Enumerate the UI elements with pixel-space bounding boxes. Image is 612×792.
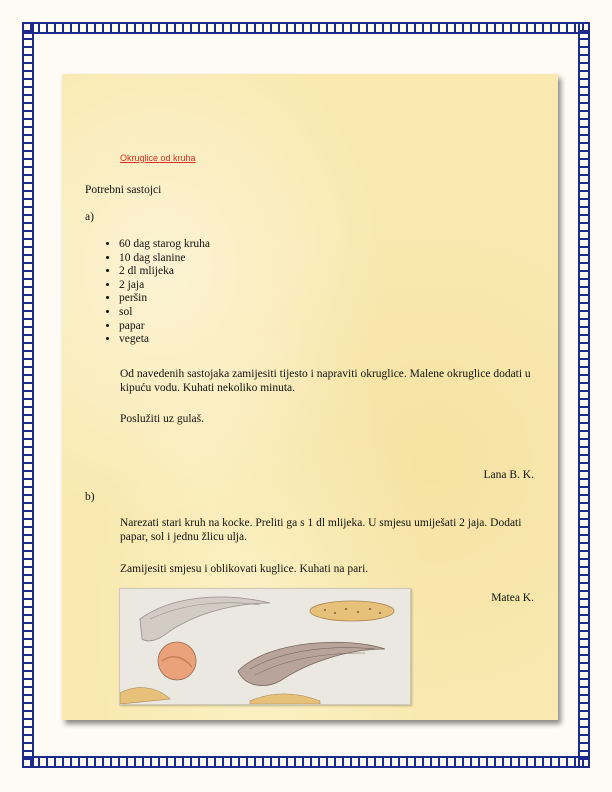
- section-a-author: Lana B. K.: [483, 469, 534, 481]
- page-border-right: [578, 22, 590, 768]
- list-item: • vegeta: [119, 333, 210, 347]
- section-b-instructions: Narezati stari kruh na kocke. Preliti ga s 1 dl mlijeka. U smjesu umiješati 2 jaja. Dodati papar, sol i jednu žlicu ulja.: [120, 517, 522, 543]
- ingredient-list: [104, 238, 210, 347]
- section-a-instructions: Od navedenih sastojaka zamijesiti tijesto i napraviti okruglice. Malene okruglice dodati u kipuću vodu. Kuhati nekoliko minuta.: [120, 368, 531, 394]
- section-b-steps: Zamijesiti smjesu i oblikovati kuglice. Kuhati na pari.: [120, 563, 369, 575]
- section-b-author: Matea K.: [491, 592, 534, 604]
- list-item: • 10 dag slanine: [119, 252, 210, 266]
- list-item: • peršin: [119, 292, 210, 306]
- page-border-bottom: [22, 756, 590, 768]
- list-item: • 2 jaja: [119, 279, 210, 293]
- recipe-title: Okruglice od kruha: [120, 153, 196, 163]
- page-border-top: [22, 22, 590, 34]
- section-a-serving: Poslužiti uz gulaš.: [120, 413, 205, 425]
- list-item: • 60 dag starog kruha: [119, 238, 210, 252]
- section-b-label: b): [85, 491, 95, 503]
- dumpling-drawing-image: [119, 588, 411, 705]
- list-item: • 2 dl mlijeka: [119, 265, 210, 279]
- page-border-left: [22, 22, 34, 768]
- list-item: • sol: [119, 306, 210, 320]
- ingredients-heading: Potrebni sastojci: [85, 184, 162, 196]
- list-item: • papar: [119, 320, 210, 334]
- section-a-label: a): [85, 211, 94, 223]
